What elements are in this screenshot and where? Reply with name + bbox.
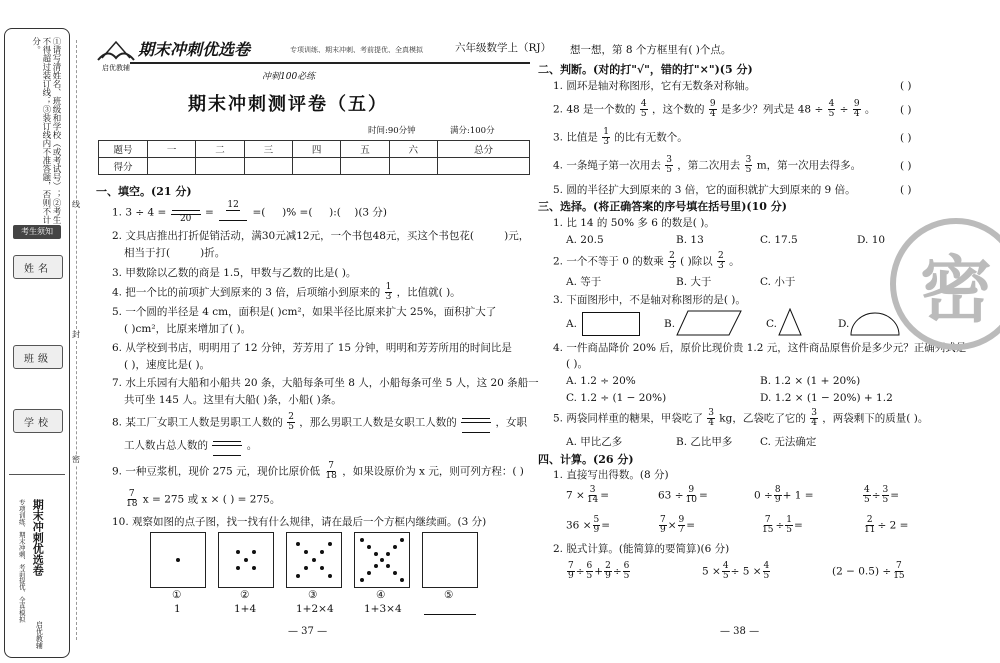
dot <box>393 545 397 549</box>
dot-box-number: ① <box>172 589 182 601</box>
dot <box>400 538 404 542</box>
question-5-line1: 5. 一个圆的半径是 4 cm，面积是( )cm²，如果半径比原来扩大 25%，面积扩大了 <box>112 306 497 318</box>
choice-option[interactable]: D. <box>838 318 850 330</box>
page-number-right: — 38 — <box>720 626 760 637</box>
choice-option[interactable]: D. 1.2 × (1 − 20%) + 1.2 <box>760 392 893 404</box>
dot-pattern-box <box>218 532 274 588</box>
brand-title: 期末冲刺优选卷 <box>138 40 251 59</box>
blank-fraction[interactable] <box>461 409 491 436</box>
choice-1: 1. 比 14 的 50% 多 6 的数是( )。 <box>553 217 715 229</box>
judge-2-answer[interactable]: ( ) <box>900 104 912 116</box>
fraction-seven-eighteenths: $\frac{7}{18}$ <box>325 461 337 481</box>
exam-score: 满分:100分 <box>450 126 495 136</box>
strip-logo-text: 期末冲刺优选卷 <box>31 499 45 576</box>
choice-option[interactable]: C. 17.5 <box>760 234 798 246</box>
name-field[interactable]: 姓名 <box>13 255 63 279</box>
dot-box-label: 1+4 <box>234 603 257 615</box>
fraction-three-fifths: $\frac{3}{5}$ <box>666 155 672 175</box>
dot-box-label: 1 <box>174 603 181 615</box>
fraction-four-fifths: $\frac{4}{5}$ <box>640 99 647 119</box>
school-field[interactable]: 学校 <box>13 409 63 433</box>
section-fill-heading: 一、填空。(21 分) <box>96 185 192 198</box>
judge-1-answer[interactable]: ( ) <box>900 80 912 92</box>
blank-fraction[interactable] <box>212 432 242 459</box>
blank-fraction[interactable]: 20 <box>171 201 201 224</box>
score-table <box>98 140 530 175</box>
judge-5: 5. 圆的半径扩大到原来的 3 倍，它的面积就扩大到原来的 9 倍。 <box>553 184 856 196</box>
score-table-cell: 六 <box>389 141 437 158</box>
choice-option[interactable]: A. 甲比乙多 <box>566 436 623 448</box>
question-7-line1: 7. 水上乐园有大船和小船共 20 条，大船每条可坐 8 人，小船每条可坐 5 人，这 20 条船一 <box>112 377 539 389</box>
section-choice-heading: 三、选择。(将正确答案的序号填在括号里)(10 分) <box>538 200 787 213</box>
choice-option[interactable]: A. 1.2 ÷ 20% <box>566 375 636 387</box>
dot <box>367 571 371 575</box>
judge-2: 2. 48 是一个数的 $\frac{4}{5}$ ，这个数的 $\frac{9}{4}$ 是多少？列式是 48 ÷ $\frac{4}{5}$ ÷ $\frac{9}{4}$ 。 <box>553 99 876 119</box>
dot <box>386 564 390 568</box>
secret-seal-stamp: 密 <box>890 218 1000 350</box>
score-input[interactable] <box>437 158 529 175</box>
dot <box>386 552 390 556</box>
drawing-answer-box[interactable] <box>422 532 478 588</box>
score-table-cell: 四 <box>292 141 340 158</box>
dot-pattern-box <box>150 532 206 588</box>
score-input[interactable] <box>244 158 292 175</box>
exam-title: 期末冲刺测评卷（五） <box>188 94 388 115</box>
header-publisher: 启优教辅 <box>102 64 130 72</box>
dot <box>312 558 316 562</box>
page-number-left: — 37 — <box>288 626 328 637</box>
dot <box>244 558 248 562</box>
question-2-line1: 2. 文具店推出打折促销活动，满30元减12元，一个书包48元，买这个书包花( )元， <box>112 230 530 242</box>
choice-option[interactable]: B. 1.2 × (1 + 20%) <box>760 375 861 387</box>
fraction-four-fifths: $\frac{4}{5}$ <box>828 99 835 119</box>
section-calc-heading: 四、计算。(26 分) <box>538 453 634 466</box>
dot <box>328 542 332 546</box>
dot <box>236 566 240 570</box>
dot <box>374 552 378 556</box>
dot-pattern-box <box>286 532 342 588</box>
strip-divider <box>9 474 65 475</box>
question-8-line1: 8. 某工厂女职工人数是男职工人数的 $\frac{2}{5}$ ，那么男职工人数是女职工人数的 ，女职 <box>112 409 527 436</box>
strip-publisher: 启优教辅 <box>35 621 44 649</box>
dot <box>360 538 364 542</box>
dot <box>393 571 397 575</box>
calc-item: 5 × $\frac{4}{5}$ ÷ 5 × $\frac{4}{5}$ <box>702 561 770 581</box>
choice-option[interactable]: C. 小于 <box>760 276 796 288</box>
fraction-one-third: $\frac{1}{3}$ <box>603 127 609 147</box>
score-table-cell: 五 <box>341 141 389 158</box>
question-8-line2: 工人数占总人数的 。 <box>124 432 257 459</box>
choice-option[interactable]: B. 13 <box>676 234 704 246</box>
dot <box>400 578 404 582</box>
banner-label: 冲刺100必练 <box>262 72 316 82</box>
fraction-two-thirds: $\frac{2}{3}$ <box>718 251 724 271</box>
exam-time: 时间:90分钟 <box>368 126 416 136</box>
fraction-two-thirds: $\frac{2}{3}$ <box>669 251 675 271</box>
dot <box>176 558 180 562</box>
question-1: 1. 3 ÷ 4 = 20 = 12 =( )% =( ):( )(3 分) <box>112 200 388 224</box>
score-input[interactable] <box>292 158 340 175</box>
binding-line <box>76 40 77 640</box>
choice-5: 5. 两袋同样重的糖果，甲袋吃了 $\frac{3}{4}$ kg，乙袋吃了它的 $\frac{3}{4}$ ，两袋剩下的质量( )。 <box>553 408 929 428</box>
choice-option[interactable]: A. <box>566 318 577 330</box>
header-rule <box>130 62 530 64</box>
calc-item: 7 × $\frac{3}{14}$ = <box>566 485 610 505</box>
triangle-shape <box>778 308 802 336</box>
calc-item: $\frac{7}{9}$ ÷ $\frac{6}{5}$ + $\frac{2}{9}$ ÷ $\frac{6}{5}$ <box>568 561 630 581</box>
question-5-line2: ( )cm²，比原来增加了( )。 <box>124 323 252 335</box>
choice-option[interactable]: B. 大于 <box>676 276 712 288</box>
dot <box>320 550 324 554</box>
choice-option[interactable]: B. 乙比甲多 <box>676 436 733 448</box>
dot-box-label: 1+2×4 <box>296 603 334 615</box>
calc-item: (2 − 0.5) ÷ $\frac{7}{15}$ <box>832 561 905 581</box>
score-table-cell: 二 <box>196 141 244 158</box>
choice-option[interactable]: A. 等于 <box>566 276 602 288</box>
judge-3-answer[interactable]: ( ) <box>900 132 912 144</box>
q1-fraction: 12 <box>218 201 248 224</box>
binding-strip <box>4 28 70 658</box>
dot-box-label: 1+3×4 <box>364 603 402 615</box>
choice-option[interactable]: B. <box>664 318 676 330</box>
calc-item: $\frac{7}{9}$ × $\frac{9}{7}$ = <box>660 515 696 535</box>
score-table-cell: 得分 <box>99 158 148 175</box>
calc-item: $\frac{4}{5}$ ÷ $\frac{3}{5}$ = <box>864 485 900 505</box>
judge-4: 4. 一条绳子第一次用去 $\frac{3}{5}$ ，第二次用去 $\frac{3}{5}$ m，第一次用去得多。 <box>553 155 862 175</box>
grade-label: 六年级数学上（RJ） <box>455 42 552 54</box>
question-3: 3. 甲数除以乙数的商是 1.5，甲数与乙数的比是( )。 <box>112 267 357 279</box>
calc-1-heading: 1. 直接写出得数。(8 分) <box>553 469 669 481</box>
dot-box-number: ⑤ <box>444 589 454 601</box>
choice-2: 2. 一个不等于 0 的数乘 $\frac{2}{3}$ ( )除以 $\frac{2}{3}$ 。 <box>553 251 740 271</box>
score-table-cell: 一 <box>148 141 196 158</box>
score-table-cell: 题号 <box>99 141 148 158</box>
choice-3: 3. 下面图形中，不是轴对称图形的是( )。 <box>553 294 746 306</box>
strip-logo-sub: 专项训练、期末冲刺、考前提优、全真模拟 <box>17 499 26 623</box>
dot <box>296 542 300 546</box>
choice-option[interactable]: C. 1.2 ÷ (1 − 20%) <box>566 392 667 404</box>
choice-4-line1: 4. 一件商品降价 20% 后，原价比现价贵 1.2 元，这件商品原售价是多少元？正确列式是 <box>553 342 967 354</box>
question-6-line1: 6. 从学校到书店，明明用了 12 分钟，芳芳用了 15 分钟，明明和芳芳所用的时间比是 <box>112 342 512 354</box>
dot-box-number: ② <box>240 589 250 601</box>
dot <box>252 550 256 554</box>
fraction-seven-eighteenths: $\frac{7}{18}$ <box>126 489 138 509</box>
rectangle-shape <box>582 312 640 336</box>
question-9-line1: 9. 一种豆浆机，现价 275 元，现价比原价低 $\frac{7}{18}$ ，如果设原价为 x 元，则可列方程：( ) <box>112 461 524 481</box>
choice-option[interactable]: A. 20.5 <box>566 234 604 246</box>
dot <box>296 574 300 578</box>
fraction-three-fourths: $\frac{3}{4}$ <box>811 408 817 428</box>
parallelogram-shape <box>676 310 742 336</box>
score-table-header-row <box>99 141 530 158</box>
calc-item: 36 × $\frac{5}{9}$ = <box>566 515 611 535</box>
fraction-nine-fourths: $\frac{9}{4}$ <box>853 99 860 119</box>
fraction-three-fourths: $\frac{3}{4}$ <box>708 408 714 428</box>
question-9-line2: $\frac{7}{18}$ x = 275 或 x × ( ) = 275。 <box>126 489 281 509</box>
score-table-cell: 总分 <box>437 141 529 158</box>
dot <box>374 564 378 568</box>
section-judge-heading: 二、判断。(对的打"√"，错的打"×")(5 分) <box>538 63 753 76</box>
judge-5-answer[interactable]: ( ) <box>900 184 912 196</box>
score-table-score-row <box>99 158 530 175</box>
binding-mark-mi: 密 <box>72 455 80 464</box>
score-input[interactable] <box>148 158 196 175</box>
score-input[interactable] <box>389 158 437 175</box>
dot <box>367 545 371 549</box>
dot-box-number: ④ <box>376 589 386 601</box>
brand-slogan: 专项训练、期末冲刺、考前提优、全真模拟 <box>290 46 423 54</box>
question-2-line2: 相当于打( )折。 <box>124 247 226 259</box>
calc-item: $\frac{7}{15}$ ÷ $\frac{1}{5}$ = <box>762 515 803 535</box>
dot <box>380 558 384 562</box>
question-6-line2: ( )，速度比是( )。 <box>124 359 211 371</box>
judge-1: 1. 圆环是轴对称图形，它有无数条对称轴。 <box>553 80 756 92</box>
dot <box>252 566 256 570</box>
dot-pattern-box <box>354 532 410 588</box>
fraction-one-third: $\frac{1}{3}$ <box>385 282 392 302</box>
dot-box-number: ③ <box>308 589 318 601</box>
dot-box-answer-line[interactable] <box>424 614 476 615</box>
calc-2-heading: 2. 脱式计算。(能简算的要简算)(6 分) <box>553 543 730 555</box>
binding-mark-xian: 线 <box>72 200 80 209</box>
candidate-instructions: ①请写清姓名、班级和学校（或考试号）；②考生不得超过装订线；③装订线内不准答题，否则不计分。 <box>30 37 61 224</box>
binding-mark-feng: 封 <box>72 330 80 339</box>
calc-item: 0 ÷ $\frac{8}{9}$ + 1 = <box>754 485 814 505</box>
score-input[interactable] <box>196 158 244 175</box>
q10-continuation: 想一想，第 8 个方框里有( )个点。 <box>570 44 732 56</box>
dot <box>304 566 308 570</box>
question-7-line2: 共可坐 145 人。这里有大船( )条，小船( )条。 <box>124 394 342 406</box>
dot <box>360 578 364 582</box>
dot <box>328 574 332 578</box>
notice-badge: 考生须知 <box>13 225 61 239</box>
judge-4-answer[interactable]: ( ) <box>900 160 912 172</box>
score-input[interactable] <box>341 158 389 175</box>
question-4: 4. 把一个比的前项扩大到原来的 3 倍，后项缩小到原来的 $\frac{1}{3}$ ，比值就( )。 <box>112 282 461 302</box>
calc-item: $\frac{2}{11}$ ÷ 2 = <box>864 515 909 535</box>
fraction-nine-fourths: $\frac{9}{4}$ <box>709 99 716 119</box>
score-table-cell: 三 <box>244 141 292 158</box>
dot <box>304 550 308 554</box>
fraction-three-fifths: $\frac{3}{5}$ <box>745 155 752 175</box>
choice-option[interactable]: D. 10 <box>857 234 886 246</box>
choice-option[interactable]: C. <box>766 318 777 330</box>
choice-4-line2: ( )。 <box>566 358 589 370</box>
judge-3: 3. 比值是 $\frac{1}{3}$ 的比有无数个。 <box>553 127 688 147</box>
choice-option[interactable]: C. 无法确定 <box>760 436 817 448</box>
dot <box>236 550 240 554</box>
fraction-two-fifths: $\frac{2}{5}$ <box>288 412 294 432</box>
calc-item: 63 ÷ $\frac{9}{10}$ = <box>658 485 708 505</box>
semicircle-shape <box>850 312 900 336</box>
question-10: 10. 观察如图的点子图，找一找有什么规律，请在最后一个方框内继续画。(3 分) <box>112 516 487 528</box>
class-field[interactable]: 班级 <box>13 345 63 369</box>
dot <box>320 566 324 570</box>
